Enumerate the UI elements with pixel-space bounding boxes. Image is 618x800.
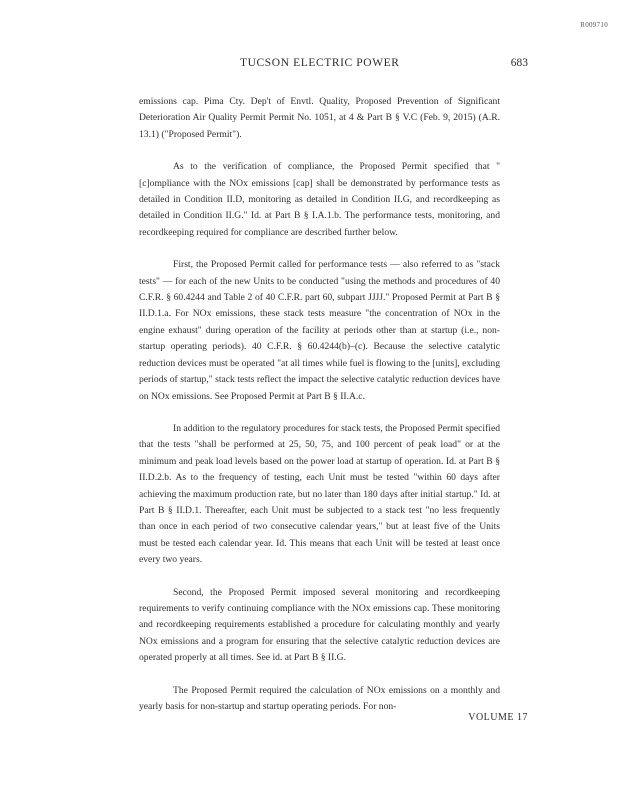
running-title: TUCSON ELECTRIC POWER [240,57,400,69]
paragraph-calculation: The Proposed Permit required the calculation of NOx emissions on a monthly and yearly basis for non-startup and startup operating periods. For non- [139,684,500,712]
running-header [0,57,618,71]
paragraph-continuation: emissions cap. Pima Cty. Dep't of Envtl. Quality, Proposed Prevention of Significant Deterioration Air Quality Permit Permit No. 1051, at 4 & Part B § V.C (Feb. 9, 2015) (A.R. 13.1) ("Proposed Permit"). [139,96,500,140]
paragraph-performance-tests: First, the Proposed Permit called for performance tests — also referred to as "stack tests" — for each of the new Units to be conducted "using the methods and procedures of 40 C.F.R. § 60.4244 and Table 2 of 40 C.F.R. part 60, subpart JJJJ." Proposed Permit at Part B § II.D.1.a. For NOx emissions, these stack tests measure "the concentration of NOx in the engine exhaust" during operation of the facility at periods other than at startup (i.e., non-startup operating periods). 40 C.F.R. § 60.4244(b)–(c). Because the selective catalytic reduction devices must be operated "at all times while fuel is flowing to the [units], excluding periods of startup," stack tests reflect the impact the selective catalytic reduction devices have on NOx emissions. See Proposed Permit at Part B § II.A.c. [139,259,500,402]
volume-footer: VOLUME 17 [468,712,528,723]
body-text [139,94,500,715]
paragraph-verification: As to the verification of compliance, the Proposed Permit specified that "[c]ompliance with the NOx emissions [cap] shall be demonstrated by performance tests as detailed in Condition II.D, monitoring as detailed in Condition II.G, and recordkeeping as detailed in Condition II.G." Id. at Part B § I.A.1.b. The performance tests, monitoring, and recordkeeping required for compliance are described further below. [139,161,500,238]
paragraph-monitoring: Second, the Proposed Permit imposed several monitoring and recordkeeping requirements to verify continuing compliance with the NOx emissions cap. These monitoring and recordkeeping requirements established a procedure for calculating monthly and yearly NOx emissions and a program for ensuring that the selective catalytic reduction devices are operated properly at all times. See id. at Part B § II.G. [139,586,500,664]
page-number: 683 [510,57,528,69]
record-stamp: R009710 [580,21,608,29]
paragraph-stack-test-procedures: In addition to the regulatory procedures for stack tests, the Proposed Permit specified that the tests "shall be performed at 25, 50, 75, and 100 percent of peak load" or at the minimum and peak load levels based on the power load at startup of operation. Id. at Part B § II.D.2.b. As to the frequency of testing, each Unit must be tested "within 60 days after achieving the maximum production rate, but no later than 180 days after initial startup." Id. at Part B § II.D.1. Thereafter, each Unit must be subjected to a stack test "no less frequently than once in each period of two consecutive calendar years," but at least five of the Units must be tested each calendar year. Id. This means that each Unit will be tested at least once every two years. [139,422,500,566]
